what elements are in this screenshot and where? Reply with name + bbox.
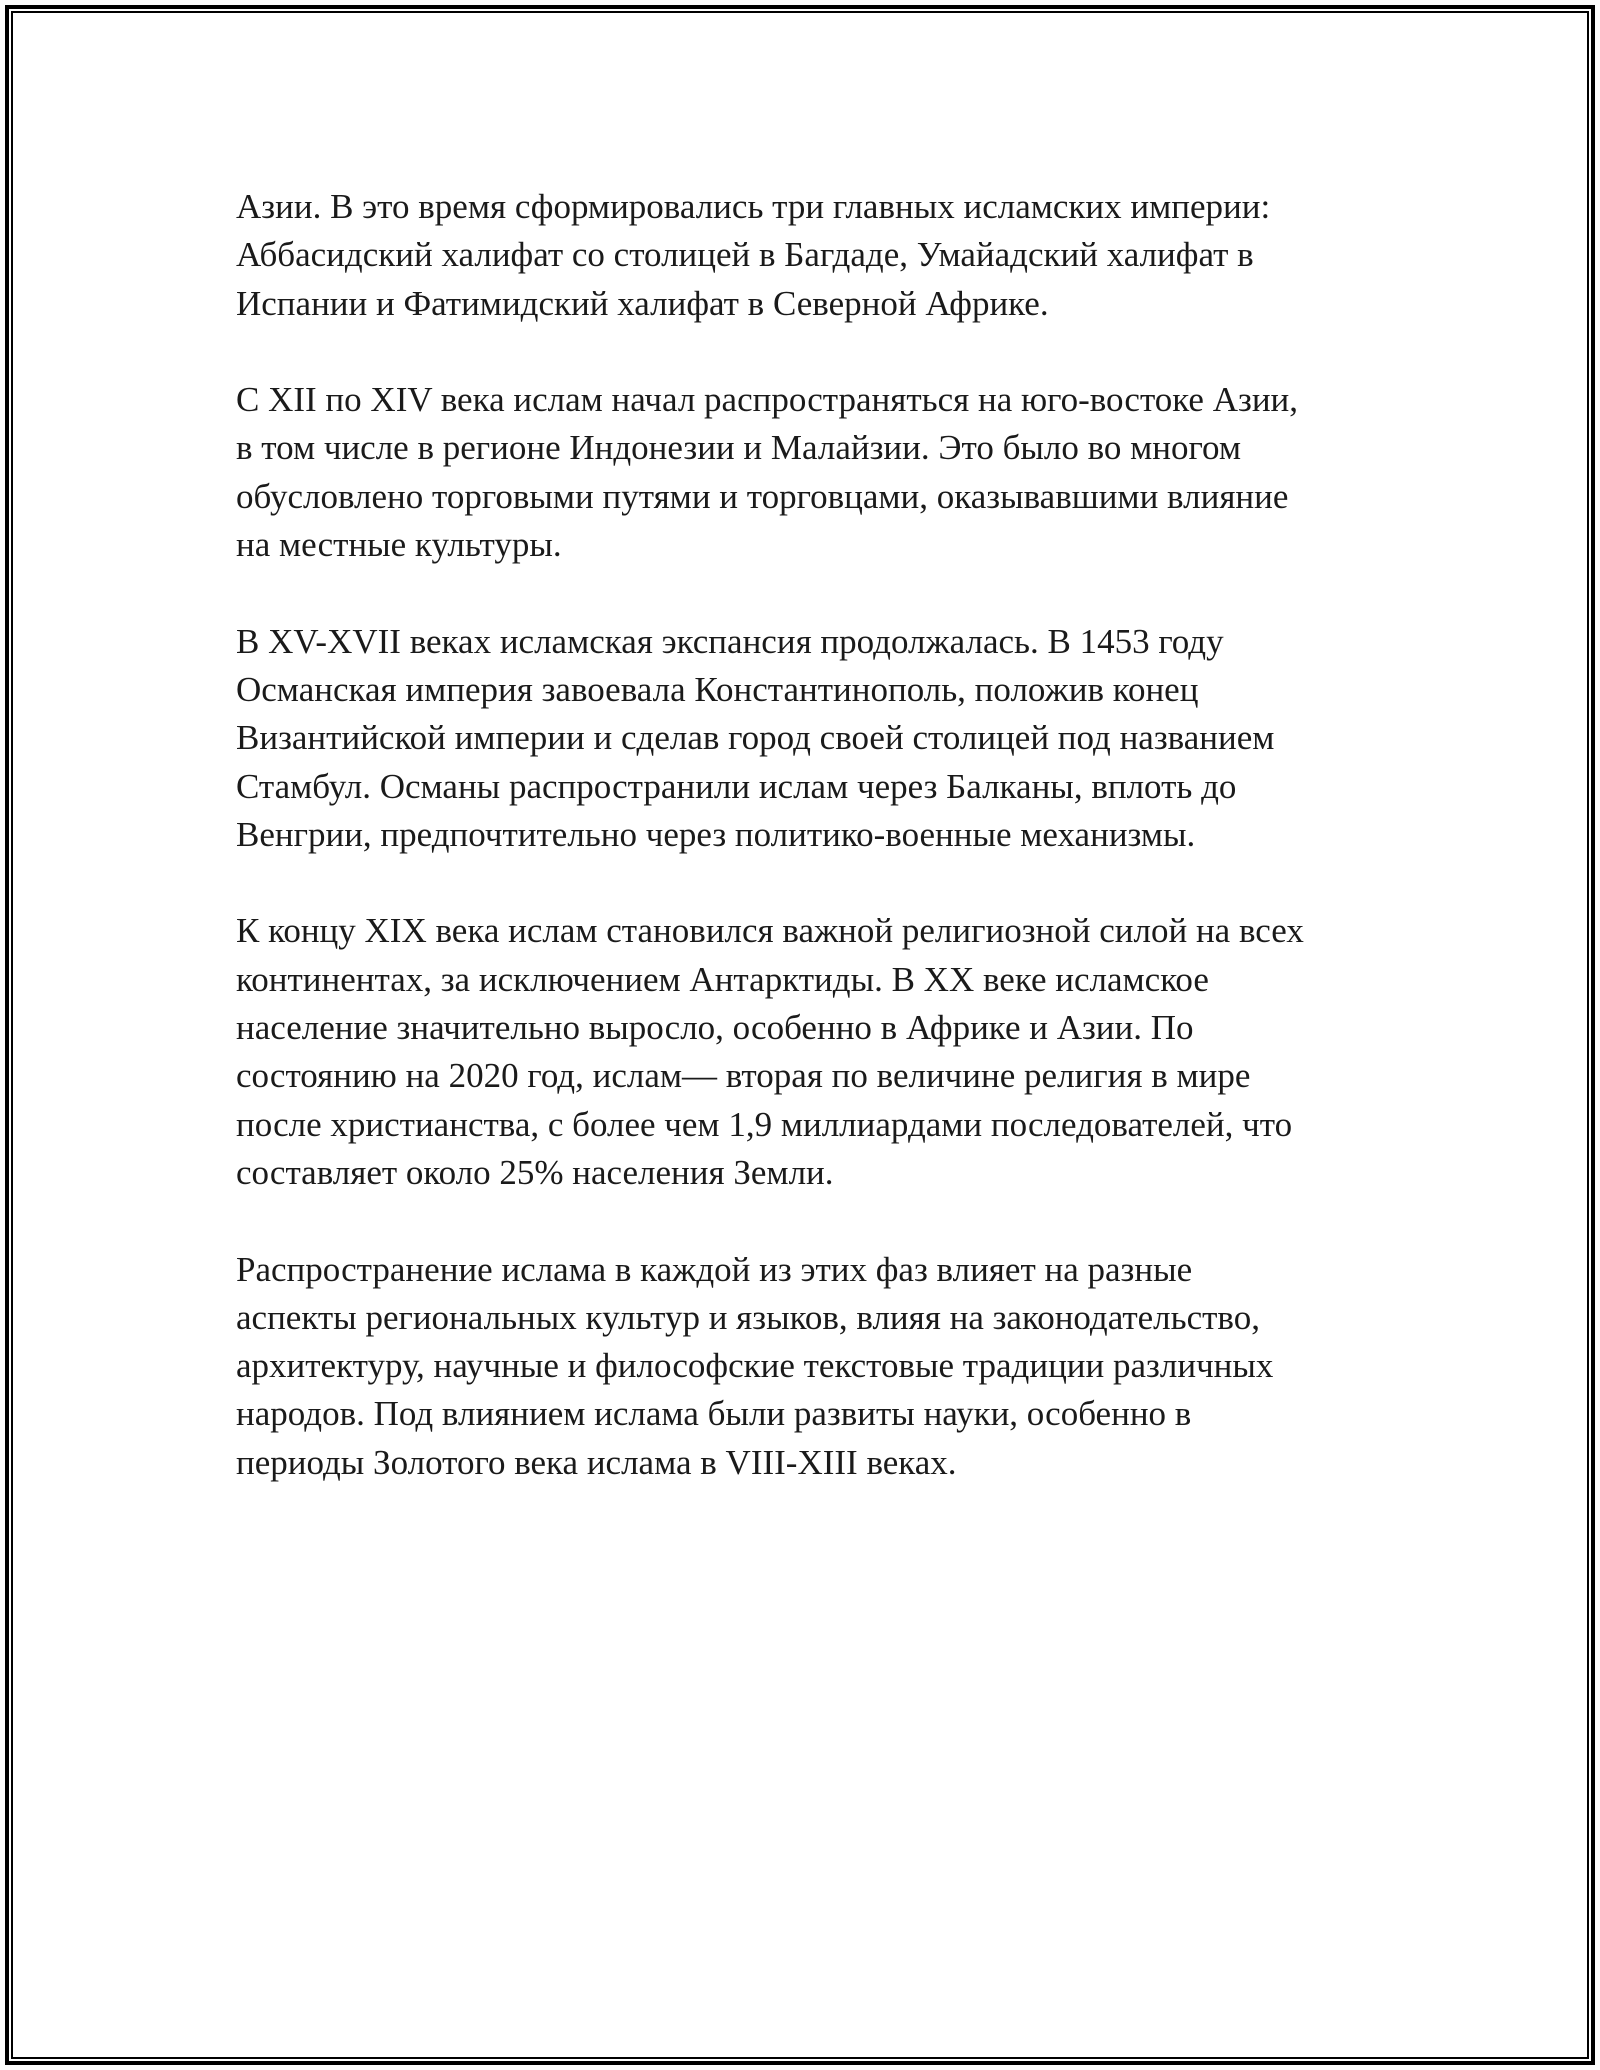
paragraph-4: К концу XIX века ислам становился важной религиозной силой на всех континентах, за исключением Антарктиды. В XX веке исламское население значительно выросло, особенно в Африке и Азии. По состоянию на 2020 год, ислам— вторая по величине религия в мире после христианства, с более чем 1,9 миллиардами последователей, что составляет около 25% населения Земли.	[236, 911, 1304, 1192]
paragraph-3: В XV-XVII веках исламская экспансия продолжалась. В 1453 году Османская империя завоевала Константинополь, положив конец Византийской империи и сделав город своей столицей под названием Стамбул. Османы распространили ислам через Балканы, вплоть до Венгрии, предпочтительно через политико-военные механизмы.	[236, 621, 1275, 854]
paragraph-2: С XII по XIV века ислам начал распространяться на юго-востоке Азии, в том числе в регионе Индонезии и Малайзии. Это было во многом обусловлено торговыми путями и торговцами, оказывавшими влияние на местные культуры.	[236, 380, 1299, 565]
paragraph-1: Азии. В это время сформировались три главных исламских империи: Аббасидский халифат со столицей в Багдаде, Умайадский халифат в Испании и Фатимидский халифат в Северной Африке.	[236, 187, 1271, 323]
document-body	[236, 183, 1386, 1535]
paragraph-5: Распространение ислама в каждой из этих фаз влияет на разные аспекты региональных культур и языков, влияя на законодательство, архитектуру, научные и философские текстовые традиции различных народов. Под влиянием ислама были развиты науки, особенно в периоды Золотого века ислама в VIII-XIII веках.	[236, 1249, 1274, 1482]
